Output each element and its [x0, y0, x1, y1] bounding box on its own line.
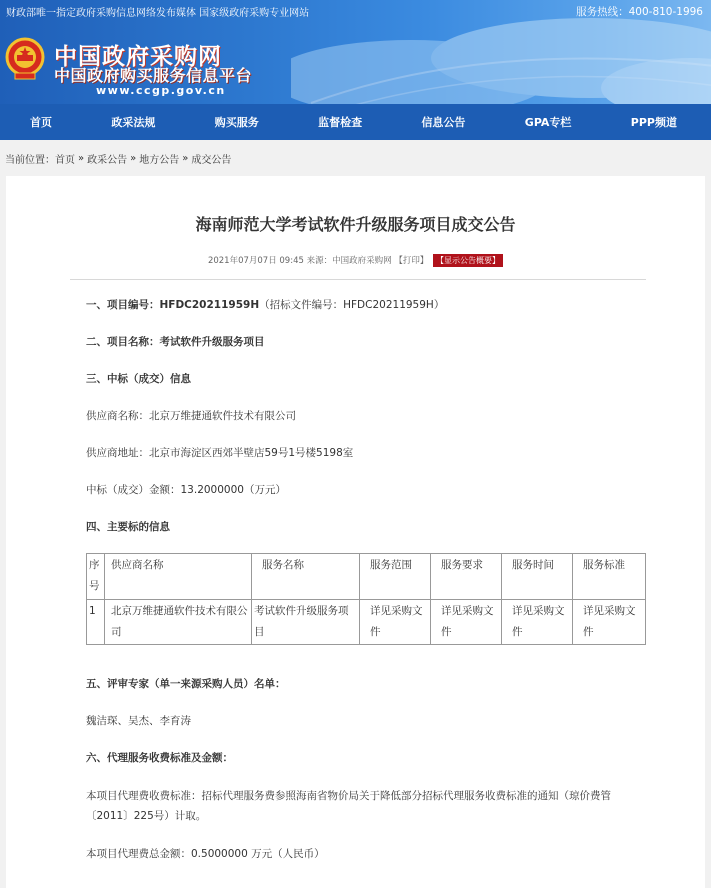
award-amount: 中标（成交）金额：13.2000000（万元）	[86, 484, 286, 496]
section-award-info: 三、中标（成交）信息	[86, 373, 191, 385]
article-meta	[70, 254, 641, 267]
cell-standard: 详见采购文件	[573, 600, 646, 645]
breadcrumb-separator: »	[78, 152, 85, 164]
fee-standard: 本项目代理费收费标准：招标代理服务费参照海南省物价局关于降低部分招标代理服务收费标准的通知（琼价费管〔2011〕225号）计取。	[86, 790, 611, 822]
nav-supervision[interactable]: 监督检查	[318, 116, 363, 129]
breadcrumb-separator: »	[182, 152, 189, 164]
publish-date: 2021年07月07日 09:45	[207, 256, 304, 266]
header-tagline: 财政部唯一指定政府采购信息网络发布媒体 国家级政府采购专业网站	[6, 7, 310, 19]
project-number-label: 一、项目编号：HFDC20211959H	[86, 299, 260, 311]
breadcrumb-separator: »	[130, 152, 137, 164]
section-main-items: 四、主要标的信息	[86, 521, 170, 533]
breadcrumb-deal[interactable]: 成交公告	[191, 154, 232, 166]
national-emblem-icon	[5, 37, 45, 81]
site-header	[0, 0, 711, 104]
table-row	[87, 600, 646, 645]
tender-doc-number: （招标文件编号：HFDC20211959H）	[259, 299, 445, 311]
nav-home[interactable]: 首页	[30, 116, 52, 129]
expert-list: 魏洁琛、吴杰、李育涛	[86, 715, 191, 727]
cell-supplier: 北京万维捷通软件技术有限公司	[105, 600, 252, 645]
site-title: 中国政府采购网	[54, 43, 222, 70]
show-summary-button[interactable]: 【显示公告概要】	[433, 254, 503, 267]
nav-gpa[interactable]: GPA专栏	[524, 116, 572, 129]
cell-service-name: 考试软件升级服务项目	[252, 600, 360, 645]
cell-no: 1	[87, 600, 105, 645]
main-nav	[0, 104, 711, 140]
col-header-standard: 服务标准	[573, 554, 646, 600]
col-header-no: 序号	[87, 554, 105, 600]
cell-scope: 详见采购文件	[360, 600, 431, 645]
header-decoration	[291, 18, 711, 104]
supplier-name: 供应商名称：北京万维捷通软件技术有限公司	[86, 410, 296, 422]
breadcrumb-prefix: 当前位置：	[5, 154, 55, 166]
bid-items-table	[86, 553, 646, 645]
table-header-row	[87, 554, 646, 600]
nav-regulations[interactable]: 政采法规	[111, 116, 156, 129]
site-url: www.ccgp.gov.cn	[96, 84, 226, 97]
breadcrumb-local[interactable]: 地方公告	[139, 154, 180, 166]
article-title: 海南师范大学考试软件升级服务项目成交公告	[195, 215, 516, 234]
cell-requirement: 详见采购文件	[431, 600, 502, 645]
nav-announcements[interactable]: 信息公告	[421, 116, 466, 129]
site-subtitle: 中国政府购买服务信息平台	[54, 66, 253, 85]
nav-purchase-services[interactable]: 购买服务	[214, 116, 259, 129]
article-container	[6, 176, 705, 888]
breadcrumb	[0, 140, 711, 176]
project-name: 二、项目名称：考试软件升级服务项目	[86, 336, 265, 348]
col-header-service-name: 服务名称	[252, 554, 360, 600]
section-experts: 五、评审专家（单一来源采购人员）名单：	[86, 678, 286, 690]
nav-ppp[interactable]: PPP频道	[630, 116, 677, 129]
service-hotline: 服务热线：400-810-1996	[576, 5, 703, 18]
fee-total: 本项目代理费总金额：0.5000000 万元（人民币）	[86, 848, 325, 860]
supplier-address: 供应商地址：北京市海淀区西郊半壁店59号1号楼5198室	[86, 447, 354, 459]
col-header-scope: 服务范围	[360, 554, 431, 600]
breadcrumb-home[interactable]: 首页	[55, 154, 75, 166]
project-number	[86, 296, 641, 314]
cell-time: 详见采购文件	[502, 600, 573, 645]
breadcrumb-procurement[interactable]: 政采公告	[87, 154, 128, 166]
col-header-supplier: 供应商名称	[105, 554, 252, 600]
print-link[interactable]: 【打印】	[394, 256, 429, 266]
article-source: 来源：中国政府采购网	[306, 256, 392, 266]
divider	[70, 279, 646, 280]
section-agency-fee: 六、代理服务收费标准及金额：	[86, 752, 233, 764]
col-header-requirement: 服务要求	[431, 554, 502, 600]
col-header-time: 服务时间	[502, 554, 573, 600]
